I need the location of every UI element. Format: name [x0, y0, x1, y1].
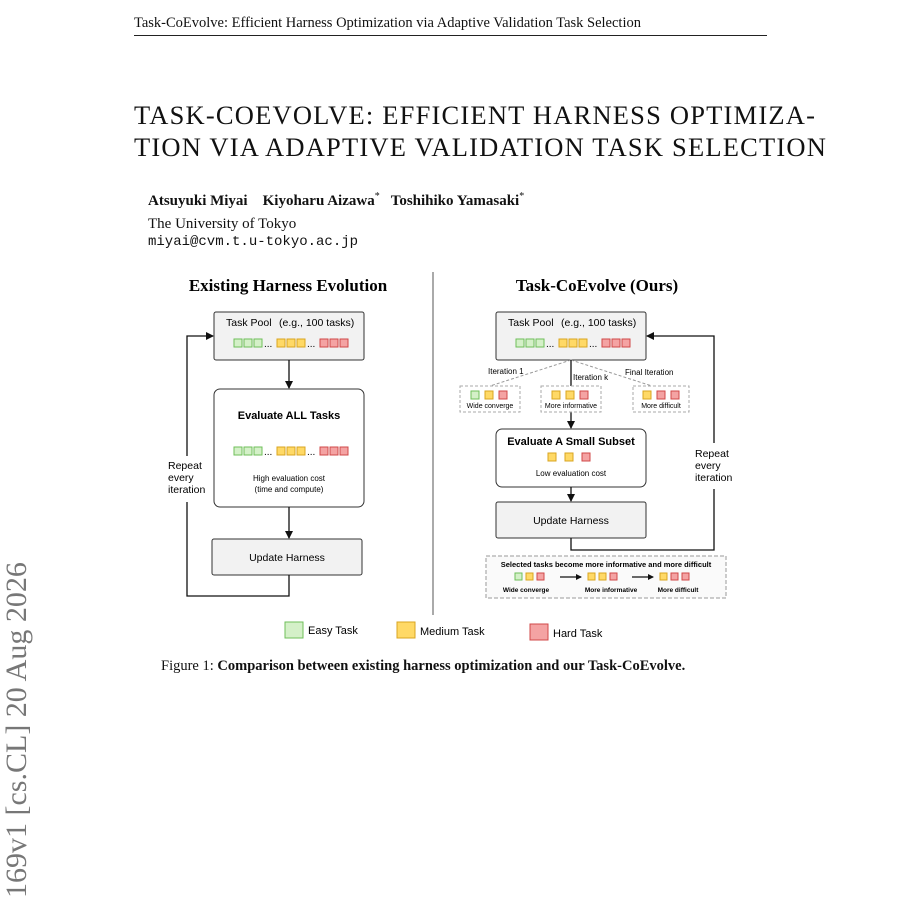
author-1: Atsuyuki Miyai [148, 193, 248, 209]
stage-wide-converge-label: Wide converge [466, 403, 514, 410]
figure-caption [161, 658, 685, 675]
selected-tasks-title: Selected tasks become more informative and more difficult [500, 560, 712, 569]
right-task-pool-note: (e.g., 100 tasks) [561, 317, 637, 329]
left-repeat-1: Repeat [168, 460, 202, 472]
figure-1-diagram [130, 268, 770, 653]
right-repeat-1: Repeat [695, 448, 729, 460]
right-repeat-2: every [695, 460, 721, 472]
legend-easy-swatch [285, 622, 303, 638]
author-3: Toshihiko Yamasaki [390, 193, 520, 209]
iteration-k-label: Iteration k [573, 373, 609, 382]
ellipsis: ... [307, 339, 316, 350]
ellipsis: ... [546, 339, 555, 350]
right-update-harness-label: Update Harness [533, 515, 609, 527]
running-header: Task-CoEvolve: Efficient Harness Optimization via Adaptive Validation Task Selection [134, 15, 641, 31]
left-panel-title: Existing Harness Evolution [188, 276, 388, 295]
iteration-1-label: Iteration 1 [488, 367, 524, 376]
high-cost-line-1: High evaluation cost [252, 474, 326, 483]
right-panel-title: Task-CoEvolve (Ours) [515, 276, 679, 295]
ellipsis: ... [264, 339, 273, 350]
legend-medium-swatch [397, 622, 415, 638]
evaluate-all-label: Evaluate ALL Tasks [237, 410, 341, 422]
affiliation: The University of Tokyo [148, 216, 297, 232]
paper-title-line-1: TASK-COEVOLVE: EFFICIENT HARNESS OPTIMIZA- [134, 100, 817, 130]
ellipsis: ... [264, 447, 273, 458]
caption-text: Comparison between existing harness optimization and our Task-CoEvolve. [217, 658, 686, 674]
evaluate-subset-squares [548, 453, 590, 461]
author-2: Kiyoharu Aizawa [262, 193, 375, 209]
header-rule [134, 35, 767, 36]
author-list [148, 191, 524, 210]
left-update-harness-label: Update Harness [249, 552, 325, 564]
caption-label: Figure 1: [161, 658, 214, 674]
paper-title-line-2: TION VIA ADAPTIVE VALIDATION TASK SELECTION [134, 132, 828, 162]
stage-more-difficult-label: More difficult [641, 403, 681, 410]
email-address[interactable]: miyai@cvm.t.u-tokyo.ac.jp [148, 234, 359, 250]
left-repeat-3: iteration [168, 484, 206, 496]
left-repeat-2: every [168, 472, 194, 484]
summary-more-informative: More informative [584, 587, 638, 594]
right-task-pool-label: Task Pool [508, 317, 554, 329]
stage-more-informative-label: More informative [544, 403, 598, 410]
arxiv-side-stamp: 169v1 [cs.CL] 20 Aug 2026 [0, 562, 33, 898]
corresponding-mark: * [519, 191, 525, 202]
left-task-pool-note: (e.g., 100 tasks) [279, 317, 355, 329]
right-repeat-3: iteration [695, 472, 733, 484]
summary-wide-converge: Wide converge [502, 587, 550, 594]
legend [285, 622, 603, 640]
corresponding-mark: * [374, 191, 380, 202]
legend-hard-label: Hard Task [553, 628, 603, 640]
ellipsis: ... [589, 339, 598, 350]
legend-hard-swatch [530, 624, 548, 640]
low-cost-label: Low evaluation cost [535, 469, 607, 478]
evaluate-subset-label: Evaluate A Small Subset [507, 436, 635, 448]
high-cost-line-2: (time and compute) [254, 485, 324, 494]
legend-medium-label: Medium Task [420, 626, 485, 638]
left-task-pool-label: Task Pool [226, 317, 272, 329]
legend-easy-label: Easy Task [308, 625, 358, 637]
ellipsis: ... [307, 447, 316, 458]
summary-more-difficult: More difficult [657, 587, 699, 594]
iteration-final-label: Final Iteration [625, 368, 674, 377]
